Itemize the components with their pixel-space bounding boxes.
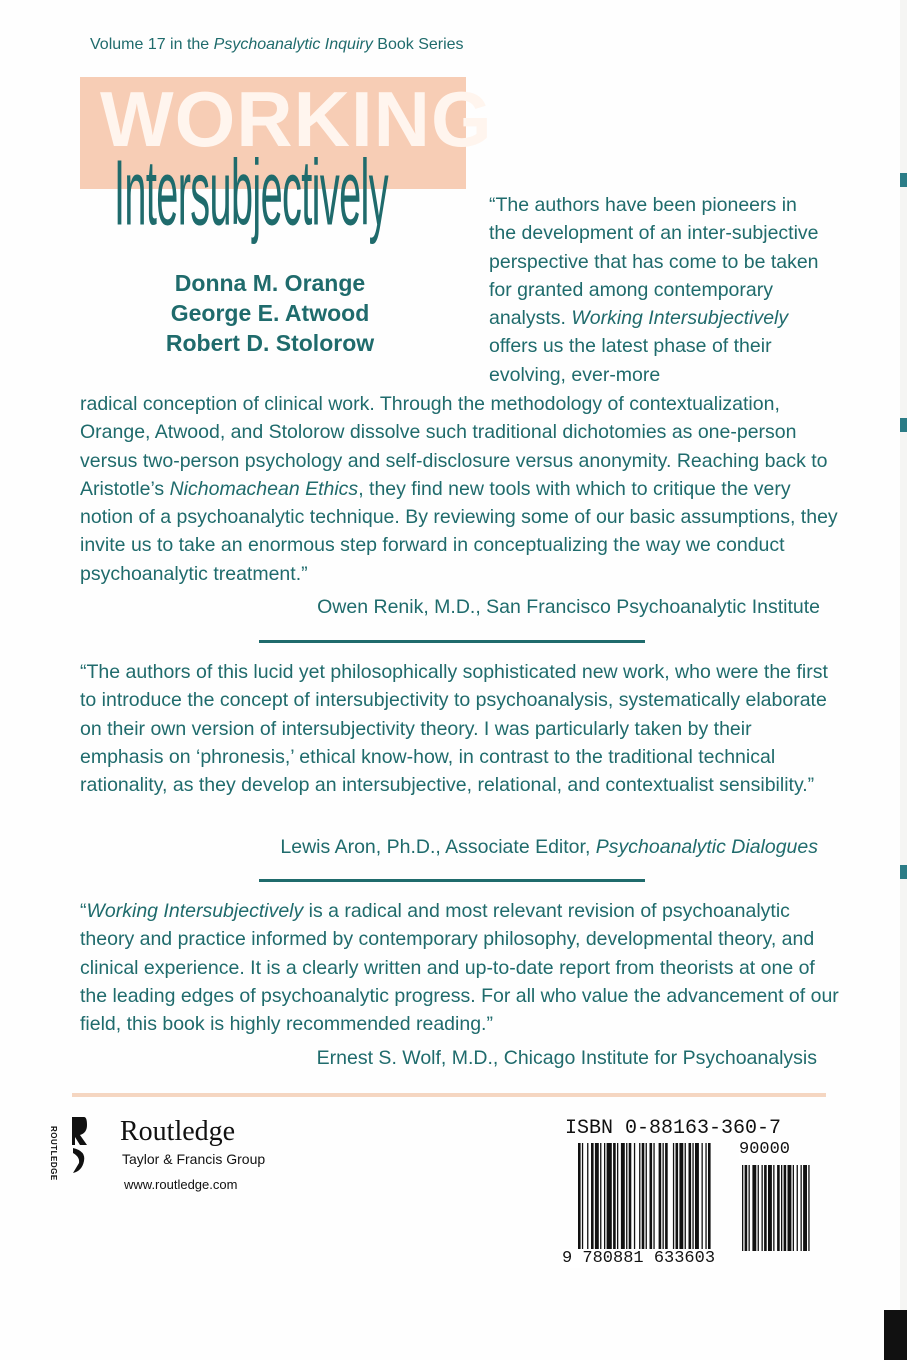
barcode-bar [679,1143,683,1251]
quote-1-body: radical conception of clinical work. Through the methodology of contextualization, Orange, Atwood, and Stolorow dissolve such traditional dichotomies as one-person versus two-person psychology and self-disclosure versus anonymity. Reaching back to Aristotle’s Nichomachean Ethics, they find new tools with which to critique the very notion of a psychoanalytic technique. By reviewing some of our basic assumptions, they invite us to take an enormous step forward in conceptualizing the way we conduct psychoanalytic treatment.” [80,393,838,585]
barcode-bar [634,1143,635,1251]
publisher-url: www.routledge.com [124,1177,238,1192]
barcode-addon-bar [768,1165,772,1251]
routledge-logo-icon [70,1115,88,1175]
barcode-addon-bar [749,1165,750,1251]
barcode-bar [653,1143,654,1251]
barcode-bar [626,1143,627,1251]
barcode-bar [665,1143,668,1251]
barcode-bar [607,1143,612,1251]
quote-1-attribution: Owen Renik, M.D., San Francisco Psychoanalytic Institute [317,596,820,618]
corner-mark [884,1310,907,1360]
quote-3-attribution: Ernest S. Wolf, M.D., Chicago Institute for Psychoanalysis [316,1047,817,1069]
barcode-bar [685,1143,686,1251]
barcode-addon-bar [745,1165,748,1251]
barcode-addon-bar [797,1165,798,1251]
quote-1-column: “The authors have been pioneers in the development of an inter-subjective perspective that has come to be taken for granted among contemporary analysts. Working Intersubjectively offers us the latest phase of their evolving, ever-more [489,194,819,386]
author-name: Robert D. Stolorow [165,330,375,356]
series-line: Volume 17 in the Psychoanalytic Inquiry Book Series [90,36,464,53]
quote-2-attribution: Lewis Aron, Ph.D., Associate Editor, Psychoanalytic Dialogues [280,836,818,858]
quote-3-body: “Working Intersubjectively is a radical and most relevant revision of psychoanalytic theory and practice informed by contemporary philosophy, developmental theory, and clinical experience. It is a clearly written and up-to-date report from theorists at one of the leading edges of psychoanalytic progress. For all who value the advancement of our field, this book is highly recommended reading.” [80,900,839,1036]
edge-mark [900,418,907,432]
barcode-addon-bar [781,1165,782,1251]
barcode-bar [673,1143,674,1251]
author-list [120,268,420,358]
barcode-bar [689,1143,692,1251]
quote-2-body: “The authors of this lucid yet philosophically sophisticated new work, who were the first to introduce the concept of intersubjectivity to psychoanalysis, systematically elaborate on their own version of intersubjectivity theory. I was particularly taken by their emphasis on ‘phronesis,’ ethical know-how, in contrast to the traditional technical rationality, as they develop an intersubjective, relational, and contextualist sensibility.” [80,661,828,797]
divider [259,879,645,882]
barcode-bar [617,1143,618,1251]
barcode-bar [695,1143,699,1251]
barcode-bar [708,1143,711,1251]
barcode-bar [591,1143,594,1251]
barcode-addon-bar [742,1165,743,1251]
barcode-addon-bar [801,1165,802,1251]
barcode-bar [600,1143,601,1251]
publisher-group: Taylor & Francis Group [122,1151,266,1167]
barcode-bar [578,1143,581,1251]
barcode-addon-digits: 90000 [739,1140,791,1159]
barcode [578,1143,824,1251]
barcode-bar [639,1143,640,1251]
divider [259,640,645,643]
barcode-addon-bar [784,1165,787,1251]
barcode-bar [604,1143,605,1251]
author-name: George E. Atwood [170,300,370,326]
barcode-bar [642,1143,645,1251]
edge-mark [900,865,907,879]
edge-mark [900,173,907,187]
barcode-addon-bar [762,1165,763,1251]
barcode-bar [613,1143,616,1251]
barcode-bar [629,1143,632,1251]
routledge-vertical-text: ROUTLEDGE [49,1126,58,1181]
barcode-bar [621,1143,625,1251]
footer-divider [72,1093,826,1097]
barcode-bar [582,1143,583,1251]
barcode-addon-bar [773,1165,774,1251]
barcode-bar [595,1143,599,1251]
barcode-addon-bar [808,1165,809,1251]
barcode-bar [663,1143,664,1251]
barcode-bar [659,1143,662,1251]
barcode-addon-bar [777,1165,780,1251]
barcode-addon-bar [758,1165,759,1251]
barcode-addon-bar [803,1165,807,1251]
title-intersubjectively: Intersubjectively [114,140,388,245]
barcode-bar [646,1143,647,1251]
barcode-bar [650,1143,653,1251]
author-name: Donna M. Orange [174,270,366,296]
barcode-addon-bar [764,1165,767,1251]
barcode-addon-bar [788,1165,792,1251]
page-edge [900,0,907,1360]
barcode-digits: 9 780881 633603 [562,1249,716,1268]
isbn-label: ISBN 0-88163-360-7 [565,1117,782,1140]
title-working: WORKING [100,75,493,163]
barcode-addon-bar [793,1165,794,1251]
barcode-bar [692,1143,693,1251]
barcode-bar [705,1143,706,1251]
publisher-name: Routledge [120,1116,236,1147]
barcode-addon-bar [752,1165,756,1251]
barcode-bar [676,1143,679,1251]
barcode-bar [702,1143,703,1251]
barcode-bar [587,1143,588,1251]
